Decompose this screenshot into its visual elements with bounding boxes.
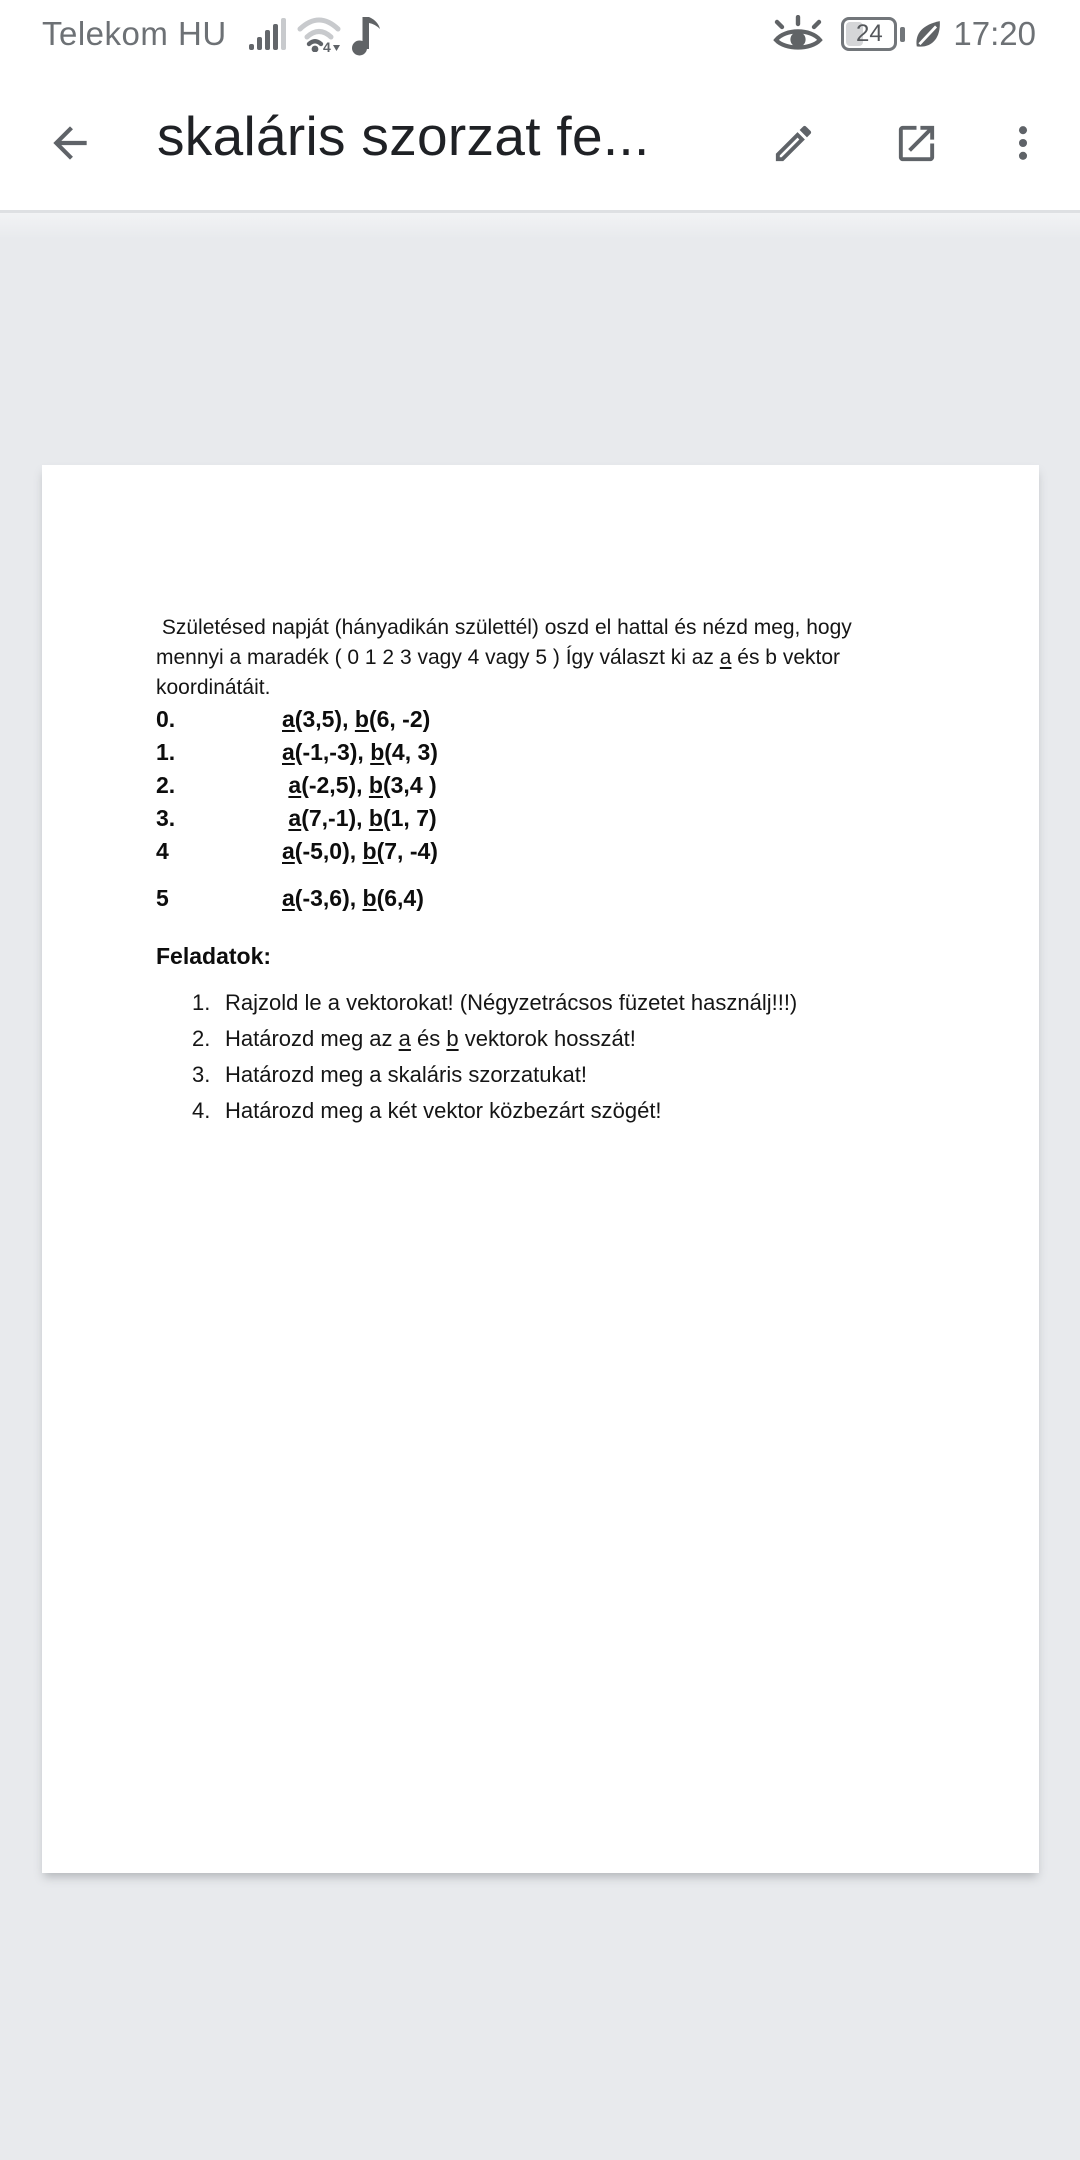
signal-strength-icon	[249, 17, 287, 51]
text-segment: (-1,-3),	[294, 739, 371, 765]
vector-symbol: b	[370, 739, 385, 765]
vector-symbol: a	[398, 1026, 411, 1051]
task-number: 1.	[192, 990, 211, 1015]
task-item	[156, 1093, 989, 1129]
intro-line	[156, 673, 886, 703]
text-segment: (-2,5),	[301, 772, 369, 798]
task-number: 3.	[192, 1062, 211, 1087]
vector-symbol: b(	[362, 838, 385, 864]
document-scroll-area[interactable]	[0, 213, 1080, 2160]
task-item	[156, 985, 989, 1021]
vector-row	[156, 882, 989, 915]
carrier-label: Telekom HU	[42, 15, 227, 52]
document-page	[42, 465, 1039, 1873]
text-segment: (3,4 )	[382, 772, 437, 798]
status-bar	[0, 0, 1080, 62]
text-segment: (6, -2)	[368, 706, 431, 732]
text-segment: koordinátáit.	[156, 676, 271, 699]
text-segment: vektorok hosszát!	[458, 1026, 636, 1051]
tasks-heading: Feladatok:	[156, 943, 272, 969]
document-title: skaláris szorzat fe...	[157, 105, 650, 167]
vector-row-value	[282, 736, 438, 769]
eye-comfort-icon	[773, 15, 823, 53]
back-button[interactable]	[44, 117, 96, 169]
vector-row-number: 1.	[156, 739, 176, 765]
overflow-menu-button[interactable]	[997, 117, 1049, 169]
task-number: 2.	[192, 1026, 211, 1051]
text-segment: (-3,6),	[294, 885, 363, 911]
tasks-list	[156, 985, 989, 1129]
vector-row-value	[282, 769, 437, 802]
task-text	[225, 1021, 636, 1057]
text-segment: 7, -4)	[384, 838, 438, 864]
vector-row-number: 4	[156, 838, 169, 864]
text-segment: Határozd meg a két vektor közbezárt szögét!	[225, 1098, 662, 1123]
open-in-new-icon	[893, 120, 940, 167]
text-segment: Határozd meg az	[225, 1026, 399, 1051]
clock-label: 17:20	[953, 15, 1036, 52]
task-item	[156, 1057, 989, 1093]
vector-symbol: a	[288, 805, 302, 831]
intro-paragraph	[156, 613, 886, 703]
vector-row-value	[282, 802, 437, 835]
text-segment: Határozd meg a skaláris szorzatukat!	[225, 1062, 587, 1087]
vector-symbol: a	[282, 838, 295, 864]
intro-line	[156, 613, 886, 643]
vector-row-value	[282, 835, 438, 868]
vector-symbol: b	[362, 885, 377, 911]
open-in-new-button[interactable]	[890, 117, 942, 169]
text-segment: (3,5),	[294, 706, 355, 732]
vector-row	[156, 835, 989, 868]
vector-row-number: 5	[156, 885, 169, 911]
task-text	[225, 1057, 587, 1093]
vector-row-number: 2.	[156, 772, 176, 798]
text-segment: (4, 3)	[384, 739, 438, 765]
three-dot-menu-icon	[1001, 121, 1045, 165]
text-segment: (6,4)	[376, 885, 424, 911]
vector-row	[156, 736, 989, 769]
intro-line	[156, 643, 886, 673]
vector-symbol: b	[368, 805, 383, 831]
vector-row	[156, 703, 989, 736]
power-saving-leaf-icon	[913, 19, 943, 49]
vector-symbol: a	[282, 885, 295, 911]
wifi-icon	[297, 16, 341, 52]
vector-symbol: a	[282, 706, 295, 732]
text-segment: (7,-1),	[301, 805, 369, 831]
vector-row	[156, 802, 989, 835]
vector-symbol: b	[354, 706, 369, 732]
vector-symbol: b	[368, 772, 383, 798]
pencil-icon	[770, 120, 817, 167]
vector-symbol: a	[719, 646, 732, 669]
app-bar	[0, 62, 1080, 213]
vector-row	[156, 769, 989, 802]
vector-symbol: b	[446, 1026, 459, 1051]
back-arrow-icon	[45, 118, 95, 168]
text-segment: (1, 7)	[382, 805, 437, 831]
text-segment: és b vektor	[731, 646, 841, 669]
vector-symbol: a	[288, 772, 302, 798]
text-segment: Rajzold le a vektorokat! (Négyzetrácsos füzetet használj!!!)	[225, 990, 798, 1015]
text-segment: Születésed napját (hányadikán születtél) oszd el hattal és nézd meg, hogy	[156, 616, 852, 639]
battery-icon	[841, 17, 905, 51]
edit-button[interactable]	[767, 117, 819, 169]
task-text	[225, 1093, 662, 1129]
vector-row-number: 3.	[156, 805, 176, 831]
battery-nub	[900, 27, 905, 42]
vector-row-number: 0.	[156, 706, 176, 732]
task-number: 4.	[192, 1098, 211, 1123]
vector-symbol: a	[282, 739, 295, 765]
music-note-icon	[351, 11, 381, 57]
text-segment: és	[410, 1026, 447, 1051]
task-text	[225, 985, 797, 1021]
svg-text:4: 4	[322, 39, 331, 52]
vector-row-value	[282, 703, 430, 736]
vector-list	[156, 703, 989, 915]
vector-row-value	[282, 882, 424, 915]
text-segment: mennyi a maradék ( 0 1 2 3 vagy 4 vagy 5 ) Így választ ki az	[156, 646, 720, 669]
text-segment: (-5,0),	[294, 838, 363, 864]
task-item	[156, 1021, 989, 1057]
battery-level: 24	[856, 20, 883, 47]
